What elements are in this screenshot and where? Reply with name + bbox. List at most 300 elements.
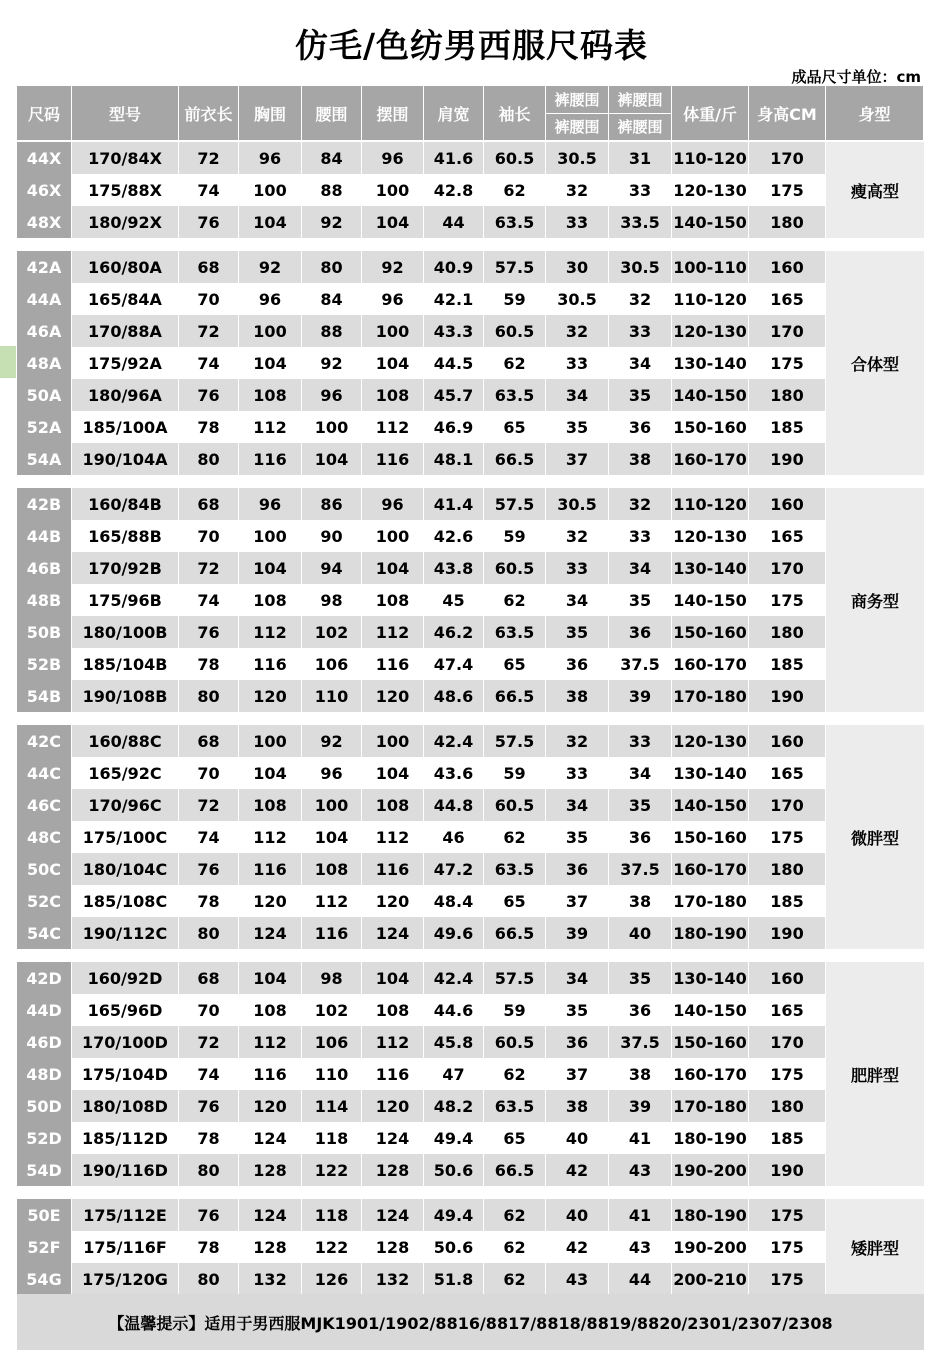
cell-weight: 130-140 bbox=[672, 347, 749, 379]
cell-model: 180/108D bbox=[72, 1090, 179, 1122]
body-type-label: 肥胖型 bbox=[826, 962, 924, 1186]
cell-trouser-waist-1: 37 bbox=[546, 1058, 609, 1090]
cell-waist: 110 bbox=[302, 680, 362, 712]
cell-chest: 104 bbox=[239, 347, 302, 379]
table-row bbox=[17, 962, 924, 994]
cell-trouser-waist-2: 43 bbox=[609, 1231, 672, 1263]
cell-sleeve: 62 bbox=[484, 1058, 546, 1090]
cell-trouser-waist-1: 35 bbox=[546, 994, 609, 1026]
cell-front-length: 74 bbox=[179, 1058, 239, 1090]
cell-trouser-waist-2: 34 bbox=[609, 757, 672, 789]
cell-chest: 108 bbox=[239, 789, 302, 821]
cell-hem: 112 bbox=[362, 821, 424, 853]
cell-sleeve: 59 bbox=[484, 994, 546, 1026]
cell-trouser-waist-1: 42 bbox=[546, 1231, 609, 1263]
cell-hem: 100 bbox=[362, 315, 424, 347]
cell-model: 190/108B bbox=[72, 680, 179, 712]
cell-front-length: 80 bbox=[179, 917, 239, 949]
cell-shoulder: 44 bbox=[424, 206, 484, 238]
cell-trouser-waist-1: 43 bbox=[546, 1263, 609, 1295]
cell-height: 180 bbox=[749, 616, 826, 648]
header-front-length: 前衣长 bbox=[179, 86, 239, 140]
cell-size: 46X bbox=[17, 174, 72, 206]
cell-hem: 112 bbox=[362, 411, 424, 443]
cell-height: 170 bbox=[749, 142, 826, 174]
table-row bbox=[17, 1154, 924, 1186]
cell-waist: 110 bbox=[302, 1058, 362, 1090]
cell-trouser-waist-1: 37 bbox=[546, 885, 609, 917]
cell-size: 50A bbox=[17, 379, 72, 411]
cell-size: 52F bbox=[17, 1231, 72, 1263]
cell-front-length: 76 bbox=[179, 379, 239, 411]
cell-size: 50E bbox=[17, 1199, 72, 1231]
cell-hem: 124 bbox=[362, 1199, 424, 1231]
cell-chest: 108 bbox=[239, 584, 302, 616]
cell-front-length: 80 bbox=[179, 1154, 239, 1186]
cell-chest: 104 bbox=[239, 962, 302, 994]
cell-sleeve: 59 bbox=[484, 283, 546, 315]
cell-waist: 88 bbox=[302, 315, 362, 347]
cell-weight: 170-180 bbox=[672, 885, 749, 917]
cell-trouser-waist-2: 31 bbox=[609, 142, 672, 174]
header-waist: 腰围 bbox=[302, 86, 362, 140]
cell-hem: 108 bbox=[362, 584, 424, 616]
table-row bbox=[17, 520, 924, 552]
header-hem: 摆围 bbox=[362, 86, 424, 140]
header-trouser-waist-1-bottom: 裤腰围 bbox=[554, 118, 600, 137]
table-row bbox=[17, 757, 924, 789]
cell-model: 170/84X bbox=[72, 142, 179, 174]
cell-trouser-waist-1: 42 bbox=[546, 1154, 609, 1186]
cell-weight: 160-170 bbox=[672, 443, 749, 475]
cell-trouser-waist-1: 35 bbox=[546, 821, 609, 853]
body-type-label: 商务型 bbox=[826, 488, 924, 712]
cell-height: 175 bbox=[749, 347, 826, 379]
cell-shoulder: 50.6 bbox=[424, 1154, 484, 1186]
cell-sleeve: 65 bbox=[484, 1122, 546, 1154]
cell-sleeve: 63.5 bbox=[484, 206, 546, 238]
cell-hem: 116 bbox=[362, 1058, 424, 1090]
table-row bbox=[17, 1026, 924, 1058]
cell-trouser-waist-2: 36 bbox=[609, 821, 672, 853]
cell-trouser-waist-2: 38 bbox=[609, 443, 672, 475]
cell-trouser-waist-2: 33.5 bbox=[609, 206, 672, 238]
cell-trouser-waist-2: 38 bbox=[609, 885, 672, 917]
cell-model: 185/104B bbox=[72, 648, 179, 680]
cell-chest: 108 bbox=[239, 379, 302, 411]
cell-size: 50B bbox=[17, 616, 72, 648]
cell-sleeve: 65 bbox=[484, 885, 546, 917]
table-row bbox=[17, 379, 924, 411]
cell-waist: 98 bbox=[302, 962, 362, 994]
cell-shoulder: 47.2 bbox=[424, 853, 484, 885]
cell-trouser-waist-2: 34 bbox=[609, 552, 672, 584]
table-row bbox=[17, 411, 924, 443]
cell-waist: 96 bbox=[302, 379, 362, 411]
cell-model: 165/96D bbox=[72, 994, 179, 1026]
cell-model: 165/92C bbox=[72, 757, 179, 789]
cell-hem: 128 bbox=[362, 1231, 424, 1263]
cell-shoulder: 47.4 bbox=[424, 648, 484, 680]
cell-sleeve: 57.5 bbox=[484, 962, 546, 994]
cell-weight: 170-180 bbox=[672, 1090, 749, 1122]
cell-waist: 86 bbox=[302, 488, 362, 520]
table-row bbox=[17, 853, 924, 885]
cell-size: 44A bbox=[17, 283, 72, 315]
group-gap bbox=[17, 238, 924, 251]
cell-waist: 84 bbox=[302, 283, 362, 315]
cell-trouser-waist-2: 35 bbox=[609, 584, 672, 616]
size-group bbox=[17, 962, 924, 1186]
cell-sleeve: 62 bbox=[484, 1263, 546, 1295]
cell-waist: 94 bbox=[302, 552, 362, 584]
cell-sleeve: 62 bbox=[484, 1199, 546, 1231]
cell-sleeve: 62 bbox=[484, 1231, 546, 1263]
body-type-label: 矮胖型 bbox=[826, 1199, 924, 1295]
cell-front-length: 78 bbox=[179, 1122, 239, 1154]
cell-size: 42C bbox=[17, 725, 72, 757]
cell-hem: 112 bbox=[362, 616, 424, 648]
cell-height: 185 bbox=[749, 411, 826, 443]
cell-model: 185/108C bbox=[72, 885, 179, 917]
table-row bbox=[17, 1090, 924, 1122]
cell-weight: 110-120 bbox=[672, 142, 749, 174]
table-row bbox=[17, 648, 924, 680]
cell-model: 185/100A bbox=[72, 411, 179, 443]
size-group bbox=[17, 488, 924, 712]
cell-waist: 92 bbox=[302, 725, 362, 757]
cell-model: 175/116F bbox=[72, 1231, 179, 1263]
cell-hem: 104 bbox=[362, 206, 424, 238]
cell-chest: 100 bbox=[239, 725, 302, 757]
cell-front-length: 76 bbox=[179, 206, 239, 238]
cell-size: 54D bbox=[17, 1154, 72, 1186]
cell-sleeve: 66.5 bbox=[484, 680, 546, 712]
cell-shoulder: 43.6 bbox=[424, 757, 484, 789]
cell-trouser-waist-1: 33 bbox=[546, 552, 609, 584]
cell-height: 175 bbox=[749, 584, 826, 616]
cell-chest: 112 bbox=[239, 821, 302, 853]
cell-weight: 150-160 bbox=[672, 411, 749, 443]
cell-weight: 200-210 bbox=[672, 1263, 749, 1295]
cell-shoulder: 46.9 bbox=[424, 411, 484, 443]
cell-sleeve: 63.5 bbox=[484, 1090, 546, 1122]
cell-model: 175/96B bbox=[72, 584, 179, 616]
cell-chest: 108 bbox=[239, 994, 302, 1026]
header-trouser-waist-1-top: 裤腰围 bbox=[546, 86, 608, 114]
table-row bbox=[17, 821, 924, 853]
cell-model: 175/100C bbox=[72, 821, 179, 853]
cell-hem: 112 bbox=[362, 1026, 424, 1058]
header-size: 尺码 bbox=[17, 86, 72, 140]
table-row bbox=[17, 251, 924, 283]
cell-size: 48B bbox=[17, 584, 72, 616]
cell-trouser-waist-1: 37 bbox=[546, 443, 609, 475]
cell-waist: 98 bbox=[302, 584, 362, 616]
cell-waist: 114 bbox=[302, 1090, 362, 1122]
cell-weight: 110-120 bbox=[672, 283, 749, 315]
cell-size: 44B bbox=[17, 520, 72, 552]
table-row bbox=[17, 680, 924, 712]
cell-waist: 112 bbox=[302, 885, 362, 917]
cell-shoulder: 51.8 bbox=[424, 1263, 484, 1295]
cell-shoulder: 48.1 bbox=[424, 443, 484, 475]
cell-weight: 180-190 bbox=[672, 1199, 749, 1231]
cell-size: 54G bbox=[17, 1263, 72, 1295]
cell-chest: 124 bbox=[239, 1199, 302, 1231]
cell-height: 185 bbox=[749, 1122, 826, 1154]
cell-height: 190 bbox=[749, 680, 826, 712]
header-model: 型号 bbox=[72, 86, 179, 140]
cell-model: 165/84A bbox=[72, 283, 179, 315]
cell-height: 165 bbox=[749, 283, 826, 315]
cell-height: 190 bbox=[749, 1154, 826, 1186]
header-trouser-waist-1 bbox=[546, 86, 609, 140]
cell-trouser-waist-2: 37.5 bbox=[609, 648, 672, 680]
cell-shoulder: 46.2 bbox=[424, 616, 484, 648]
cell-sleeve: 60.5 bbox=[484, 142, 546, 174]
cell-trouser-waist-1: 32 bbox=[546, 725, 609, 757]
size-group bbox=[17, 142, 924, 238]
cell-chest: 100 bbox=[239, 174, 302, 206]
cell-weight: 120-130 bbox=[672, 520, 749, 552]
cell-chest: 120 bbox=[239, 885, 302, 917]
cell-shoulder: 45.8 bbox=[424, 1026, 484, 1058]
cell-chest: 104 bbox=[239, 206, 302, 238]
cell-trouser-waist-1: 36 bbox=[546, 648, 609, 680]
cell-sleeve: 60.5 bbox=[484, 1026, 546, 1058]
cell-shoulder: 41.4 bbox=[424, 488, 484, 520]
cell-hem: 116 bbox=[362, 443, 424, 475]
cell-sleeve: 63.5 bbox=[484, 853, 546, 885]
cell-waist: 116 bbox=[302, 917, 362, 949]
cell-front-length: 74 bbox=[179, 584, 239, 616]
cell-hem: 100 bbox=[362, 174, 424, 206]
body-type-label: 合体型 bbox=[826, 251, 924, 475]
cell-height: 175 bbox=[749, 1199, 826, 1231]
cell-trouser-waist-2: 37.5 bbox=[609, 1026, 672, 1058]
cell-chest: 124 bbox=[239, 917, 302, 949]
cell-model: 160/88C bbox=[72, 725, 179, 757]
cell-front-length: 72 bbox=[179, 789, 239, 821]
cell-size: 52A bbox=[17, 411, 72, 443]
cell-trouser-waist-2: 40 bbox=[609, 917, 672, 949]
group-gap bbox=[17, 475, 924, 488]
cell-trouser-waist-2: 32 bbox=[609, 283, 672, 315]
cell-model: 175/104D bbox=[72, 1058, 179, 1090]
cell-height: 160 bbox=[749, 488, 826, 520]
cell-hem: 116 bbox=[362, 853, 424, 885]
cell-front-length: 76 bbox=[179, 1090, 239, 1122]
cell-weight: 180-190 bbox=[672, 917, 749, 949]
header-weight: 体重/斤 bbox=[672, 86, 749, 140]
cell-sleeve: 57.5 bbox=[484, 488, 546, 520]
cell-waist: 100 bbox=[302, 789, 362, 821]
cell-shoulder: 44.5 bbox=[424, 347, 484, 379]
cell-hem: 124 bbox=[362, 1122, 424, 1154]
cell-front-length: 80 bbox=[179, 1263, 239, 1295]
header-sleeve: 袖长 bbox=[484, 86, 546, 140]
cell-shoulder: 49.4 bbox=[424, 1122, 484, 1154]
cell-size: 54A bbox=[17, 443, 72, 475]
cell-front-length: 70 bbox=[179, 520, 239, 552]
cell-sleeve: 66.5 bbox=[484, 1154, 546, 1186]
cell-chest: 128 bbox=[239, 1154, 302, 1186]
cell-chest: 104 bbox=[239, 757, 302, 789]
cell-front-length: 68 bbox=[179, 962, 239, 994]
cell-shoulder: 45.7 bbox=[424, 379, 484, 411]
cell-sleeve: 57.5 bbox=[484, 725, 546, 757]
cell-front-length: 78 bbox=[179, 885, 239, 917]
cell-size: 48A bbox=[17, 347, 72, 379]
cell-front-length: 78 bbox=[179, 1231, 239, 1263]
cell-size: 52C bbox=[17, 885, 72, 917]
table-row bbox=[17, 315, 924, 347]
table-row bbox=[17, 994, 924, 1026]
cell-chest: 92 bbox=[239, 251, 302, 283]
cell-waist: 126 bbox=[302, 1263, 362, 1295]
cell-weight: 150-160 bbox=[672, 1026, 749, 1058]
cell-model: 165/88B bbox=[72, 520, 179, 552]
cell-sleeve: 62 bbox=[484, 821, 546, 853]
cell-hem: 104 bbox=[362, 757, 424, 789]
cell-chest: 120 bbox=[239, 1090, 302, 1122]
cell-height: 165 bbox=[749, 994, 826, 1026]
cell-shoulder: 46 bbox=[424, 821, 484, 853]
cell-front-length: 68 bbox=[179, 725, 239, 757]
cell-chest: 96 bbox=[239, 488, 302, 520]
cell-hem: 120 bbox=[362, 885, 424, 917]
cell-trouser-waist-1: 38 bbox=[546, 1090, 609, 1122]
unit-note: 成品尺寸单位：cm bbox=[791, 68, 921, 86]
cell-hem: 96 bbox=[362, 283, 424, 315]
group-gap bbox=[17, 949, 924, 962]
cell-chest: 100 bbox=[239, 520, 302, 552]
cell-waist: 84 bbox=[302, 142, 362, 174]
cell-chest: 124 bbox=[239, 1122, 302, 1154]
cell-front-length: 70 bbox=[179, 757, 239, 789]
cell-waist: 90 bbox=[302, 520, 362, 552]
cell-trouser-waist-2: 39 bbox=[609, 680, 672, 712]
cell-trouser-waist-2: 35 bbox=[609, 789, 672, 821]
cell-trouser-waist-1: 30 bbox=[546, 251, 609, 283]
cell-height: 165 bbox=[749, 520, 826, 552]
cell-trouser-waist-1: 38 bbox=[546, 680, 609, 712]
cell-weight: 140-150 bbox=[672, 789, 749, 821]
cell-trouser-waist-1: 35 bbox=[546, 616, 609, 648]
cell-weight: 190-200 bbox=[672, 1231, 749, 1263]
cell-shoulder: 41.6 bbox=[424, 142, 484, 174]
cell-front-length: 70 bbox=[179, 283, 239, 315]
cell-size: 50D bbox=[17, 1090, 72, 1122]
cell-height: 180 bbox=[749, 1090, 826, 1122]
cell-height: 170 bbox=[749, 552, 826, 584]
cell-hem: 132 bbox=[362, 1263, 424, 1295]
cell-height: 165 bbox=[749, 757, 826, 789]
table-header bbox=[17, 86, 924, 140]
cell-trouser-waist-1: 39 bbox=[546, 917, 609, 949]
cell-trouser-waist-2: 36 bbox=[609, 616, 672, 648]
cell-trouser-waist-2: 33 bbox=[609, 315, 672, 347]
cell-trouser-waist-1: 40 bbox=[546, 1199, 609, 1231]
cell-size: 50C bbox=[17, 853, 72, 885]
cell-weight: 120-130 bbox=[672, 174, 749, 206]
cell-sleeve: 66.5 bbox=[484, 443, 546, 475]
cell-waist: 96 bbox=[302, 757, 362, 789]
cell-trouser-waist-2: 36 bbox=[609, 994, 672, 1026]
table-row bbox=[17, 206, 924, 238]
table-row bbox=[17, 283, 924, 315]
cell-size: 48C bbox=[17, 821, 72, 853]
cell-chest: 132 bbox=[239, 1263, 302, 1295]
cell-trouser-waist-2: 35 bbox=[609, 379, 672, 411]
cell-size: 52D bbox=[17, 1122, 72, 1154]
cell-height: 175 bbox=[749, 821, 826, 853]
cell-shoulder: 49.6 bbox=[424, 917, 484, 949]
cell-weight: 120-130 bbox=[672, 315, 749, 347]
cell-model: 175/88X bbox=[72, 174, 179, 206]
cell-model: 175/112E bbox=[72, 1199, 179, 1231]
size-group bbox=[17, 251, 924, 475]
cell-hem: 128 bbox=[362, 1154, 424, 1186]
cell-shoulder: 42.6 bbox=[424, 520, 484, 552]
cell-model: 180/104C bbox=[72, 853, 179, 885]
table-row bbox=[17, 885, 924, 917]
cell-trouser-waist-1: 32 bbox=[546, 174, 609, 206]
cell-sleeve: 60.5 bbox=[484, 789, 546, 821]
cell-trouser-waist-2: 38 bbox=[609, 1058, 672, 1090]
cell-weight: 170-180 bbox=[672, 680, 749, 712]
cell-trouser-waist-1: 40 bbox=[546, 1122, 609, 1154]
table-row bbox=[17, 1231, 924, 1263]
header-shoulder: 肩宽 bbox=[424, 86, 484, 140]
cell-waist: 118 bbox=[302, 1122, 362, 1154]
table-row bbox=[17, 142, 924, 174]
cell-size: 54B bbox=[17, 680, 72, 712]
cell-weight: 150-160 bbox=[672, 821, 749, 853]
cell-shoulder: 48.2 bbox=[424, 1090, 484, 1122]
cell-sleeve: 65 bbox=[484, 411, 546, 443]
cell-weight: 140-150 bbox=[672, 584, 749, 616]
cell-trouser-waist-2: 33 bbox=[609, 174, 672, 206]
cell-size: 44D bbox=[17, 994, 72, 1026]
cell-trouser-waist-2: 35 bbox=[609, 962, 672, 994]
cell-front-length: 78 bbox=[179, 648, 239, 680]
table-row bbox=[17, 552, 924, 584]
cell-weight: 120-130 bbox=[672, 725, 749, 757]
cell-trouser-waist-1: 33 bbox=[546, 347, 609, 379]
cell-model: 170/88A bbox=[72, 315, 179, 347]
body-type-label: 微胖型 bbox=[826, 725, 924, 949]
cell-trouser-waist-2: 39 bbox=[609, 1090, 672, 1122]
cell-sleeve: 63.5 bbox=[484, 379, 546, 411]
cell-waist: 92 bbox=[302, 206, 362, 238]
cell-front-length: 72 bbox=[179, 315, 239, 347]
cell-size: 44C bbox=[17, 757, 72, 789]
cell-size: 48X bbox=[17, 206, 72, 238]
cell-waist: 108 bbox=[302, 853, 362, 885]
table-row bbox=[17, 1058, 924, 1090]
table-body bbox=[17, 140, 924, 1295]
cell-shoulder: 47 bbox=[424, 1058, 484, 1090]
cell-weight: 160-170 bbox=[672, 853, 749, 885]
cell-hem: 96 bbox=[362, 488, 424, 520]
cell-front-length: 76 bbox=[179, 853, 239, 885]
cell-hem: 104 bbox=[362, 962, 424, 994]
cell-model: 175/92A bbox=[72, 347, 179, 379]
cell-height: 170 bbox=[749, 315, 826, 347]
cell-size: 46B bbox=[17, 552, 72, 584]
